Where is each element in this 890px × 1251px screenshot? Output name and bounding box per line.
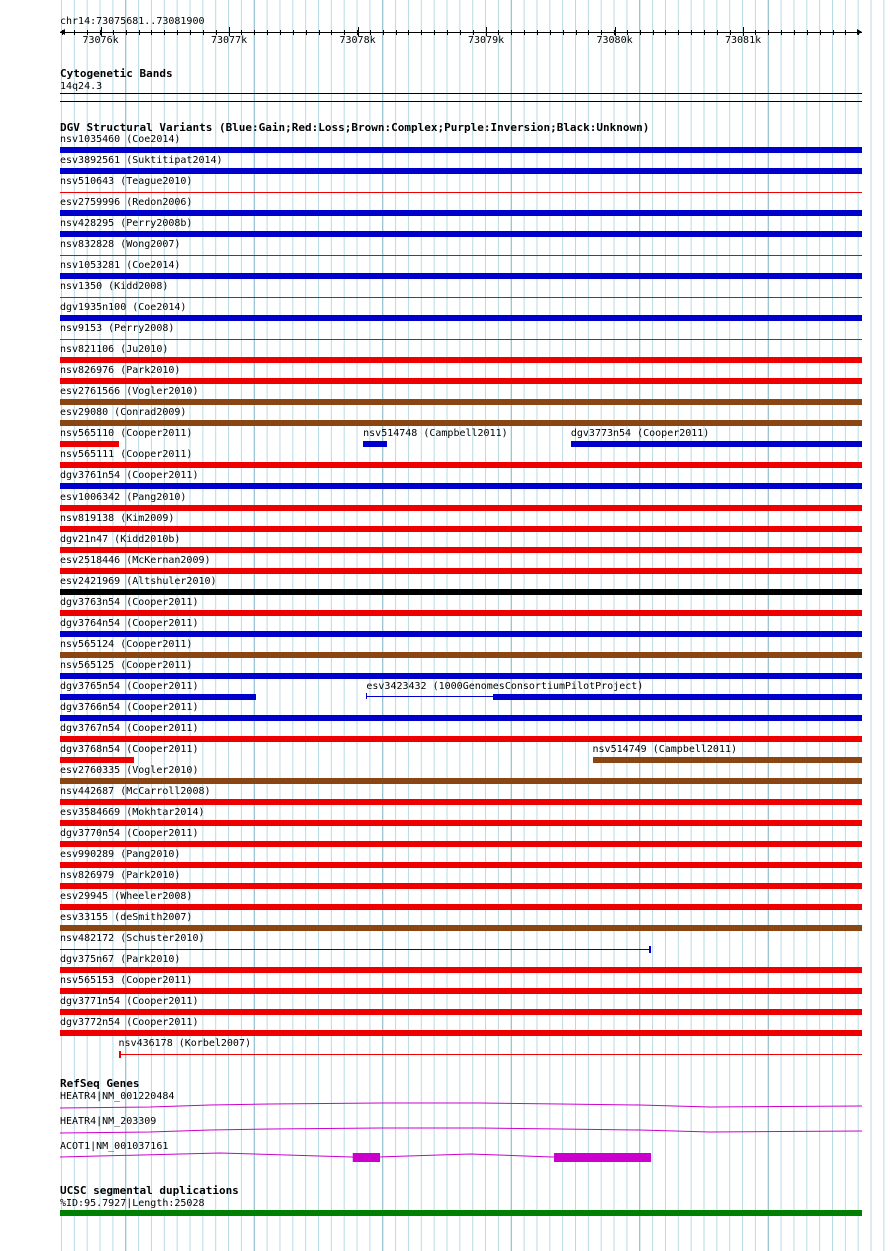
- dgv-variant-label[interactable]: esv33155 (deSmith2007): [60, 912, 193, 924]
- dgv-variant-label[interactable]: dgv3767n54 (Cooper2011): [60, 722, 199, 734]
- cytoband-line: [60, 93, 862, 94]
- dgv-variant-line[interactable]: [60, 192, 862, 193]
- gene-label-heatr4-2[interactable]: HEATR4|NM_203309: [60, 1116, 157, 1127]
- dgv-variant-label[interactable]: esv29945 (Wheeler2008): [60, 891, 193, 903]
- dgv-variant-label[interactable]: esv29080 (Conrad2009): [60, 407, 187, 419]
- dgv-variant-label[interactable]: dgv375n67 (Park2010): [60, 954, 181, 966]
- dgv-variant-label[interactable]: nsv565111 (Cooper2011): [60, 449, 193, 461]
- dgv-variant-bar[interactable]: [60, 694, 256, 700]
- dgv-variant-label[interactable]: dgv3770n54 (Cooper2011): [60, 827, 199, 839]
- dgv-variant-label[interactable]: dgv21n47 (Kidd2010b): [60, 533, 181, 545]
- dgv-variant-label[interactable]: dgv3764n54 (Cooper2011): [60, 617, 199, 629]
- dgv-variant-bar[interactable]: [60, 526, 862, 532]
- dgv-variant-line[interactable]: [60, 339, 862, 340]
- dgv-track-title: DGV Structural Variants (Blue:Gain;Red:Loss;Brown:Complex;Purple:Inversion;Black:Unknown): [60, 121, 650, 134]
- ruler-minor-tick: [588, 30, 589, 35]
- ruler-minor-tick: [576, 30, 577, 35]
- dgv-variant-line[interactable]: [366, 696, 493, 697]
- dgv-variant-bar[interactable]: [60, 715, 862, 721]
- dgv-variant-label[interactable]: nsv826979 (Park2010): [60, 870, 181, 882]
- dgv-variant-bar[interactable]: [60, 210, 862, 216]
- dgv-variant-line[interactable]: [60, 297, 862, 298]
- dgv-variant-bar[interactable]: [60, 483, 862, 489]
- ruler-tick-label: 73079k: [468, 35, 505, 46]
- ruler-minor-tick: [550, 30, 551, 35]
- ruler-range-label: chr14:73075681..73081900: [60, 16, 205, 27]
- dgv-variant-label[interactable]: nsv565153 (Cooper2011): [60, 975, 193, 987]
- dgv-variant-label[interactable]: esv3423432 (1000GenomesConsortiumPilotProject): [366, 680, 644, 692]
- dgv-variant-bar[interactable]: [60, 778, 862, 784]
- ruler-minor-tick: [460, 30, 461, 35]
- dgv-variant-bar[interactable]: [60, 925, 862, 931]
- ruler-minor-tick: [820, 30, 821, 35]
- cytoband-line-lower: [60, 101, 862, 102]
- ruler-minor-tick: [665, 30, 666, 35]
- ruler-minor-tick: [254, 30, 255, 35]
- dgv-variant-label[interactable]: esv2759996 (Redon2006): [60, 197, 193, 209]
- dgv-variant-bar[interactable]: [60, 357, 862, 363]
- ruler-minor-tick: [293, 30, 294, 35]
- ruler-minor-tick: [151, 30, 152, 35]
- dgv-variant-end-cap[interactable]: [649, 946, 651, 953]
- dgv-variant-label[interactable]: esv990289 (Pang2010): [60, 849, 181, 861]
- dgv-variant-label[interactable]: dgv3766n54 (Cooper2011): [60, 701, 199, 713]
- dgv-variant-label[interactable]: dgv3765n54 (Cooper2011): [60, 680, 199, 692]
- dgv-variant-bar[interactable]: [60, 547, 862, 553]
- dgv-variant-label[interactable]: esv3584669 (Mokhtar2014): [60, 806, 205, 818]
- dgv-variant-label[interactable]: nsv565110 (Cooper2011): [60, 428, 193, 440]
- dgv-variant-label[interactable]: esv2518446 (McKernan2009): [60, 554, 211, 566]
- gene-exon-box: [353, 1153, 380, 1162]
- ruler-minor-tick: [177, 30, 178, 35]
- dgv-variant-label[interactable]: dgv3771n54 (Cooper2011): [60, 996, 199, 1008]
- gene-label-acot1[interactable]: ACOT1|NM_001037161: [60, 1141, 169, 1152]
- dgv-variant-bar[interactable]: [60, 505, 862, 511]
- ruler-minor-tick: [267, 30, 268, 35]
- dgv-variant-label[interactable]: nsv1035460 (Coe2014): [60, 134, 181, 145]
- dgv-variant-label[interactable]: esv2760335 (Vogler2010): [60, 764, 199, 776]
- dgv-variant-bar[interactable]: [60, 315, 862, 321]
- gene-intron-line: [60, 1128, 862, 1133]
- ruler-minor-tick: [319, 30, 320, 35]
- dgv-variant-bar[interactable]: [60, 1009, 862, 1015]
- ruler-minor-tick: [833, 30, 834, 35]
- ruler-minor-tick: [331, 30, 332, 35]
- gene-label-heatr4-1[interactable]: HEATR4|NM_001220484: [60, 1091, 175, 1102]
- ruler-minor-tick: [653, 30, 654, 35]
- dgv-variant-label[interactable]: dgv3768n54 (Cooper2011): [60, 743, 199, 755]
- dgv-variant-bar[interactable]: [60, 904, 862, 910]
- ruler-minor-tick: [306, 30, 307, 35]
- ruler-tick-label: 73081k: [725, 35, 762, 46]
- ruler-minor-tick: [563, 30, 564, 35]
- dgv-variant-bar[interactable]: [60, 589, 862, 595]
- dgv-variant-bar[interactable]: [60, 568, 862, 574]
- ruler-minor-tick: [190, 30, 191, 35]
- ruler-tick-label: 73078k: [339, 35, 376, 46]
- dgv-variant-label[interactable]: nsv565124 (Cooper2011): [60, 638, 193, 650]
- ruler-minor-tick: [845, 30, 846, 35]
- ruler-minor-tick: [524, 30, 525, 35]
- ruler: [60, 26, 862, 48]
- dgv-variant-label[interactable]: nsv821106 (Ju2010): [60, 344, 169, 356]
- ruler-minor-tick: [434, 30, 435, 35]
- dgv-variant-bar[interactable]: [60, 610, 862, 616]
- ruler-tick-label: 73076k: [82, 35, 119, 46]
- dgv-variant-label[interactable]: nsv1053281 (Coe2014): [60, 260, 181, 272]
- dgv-variant-label[interactable]: esv2761566 (Vogler2010): [60, 386, 199, 398]
- ruler-minor-tick: [807, 30, 808, 35]
- segdup-label[interactable]: %ID:95.7927|Length:25028: [60, 1198, 205, 1209]
- dgv-variant-bar[interactable]: [60, 399, 862, 405]
- ruler-minor-tick: [203, 30, 204, 35]
- dgv-variant-bar[interactable]: [60, 1030, 862, 1036]
- dgv-variant-label[interactable]: esv1006342 (Pang2010): [60, 491, 187, 503]
- dgv-variant-bar[interactable]: [60, 841, 862, 847]
- dgv-variant-bar[interactable]: [60, 147, 862, 153]
- dgv-variant-label[interactable]: nsv482172 (Schuster2010): [60, 933, 205, 945]
- ruler-minor-tick: [858, 30, 859, 35]
- dgv-variant-bar[interactable]: [60, 988, 862, 994]
- dgv-variant-bar[interactable]: [60, 862, 862, 868]
- dgv-variant-label[interactable]: dgv3773n54 (Cooper2011): [570, 428, 710, 440]
- dgv-variant-label[interactable]: nsv436178 (Korbel2007): [118, 1038, 251, 1050]
- dgv-variant-bar[interactable]: [493, 694, 862, 700]
- dgv-variant-label[interactable]: nsv514748 (Campbell2011): [363, 428, 508, 440]
- ruler-minor-tick: [447, 30, 448, 35]
- dgv-variant-bar[interactable]: [60, 631, 862, 637]
- dgv-variant-label[interactable]: dgv3772n54 (Cooper2011): [60, 1017, 199, 1029]
- dgv-variant-bar[interactable]: [60, 231, 862, 237]
- dgv-variant-bar[interactable]: [60, 673, 862, 679]
- dgv-variant-line[interactable]: [60, 255, 862, 256]
- dgv-variant-bar[interactable]: [60, 378, 862, 384]
- refseq-gene-models[interactable]: [0, 1095, 890, 1175]
- ruler-minor-tick: [678, 30, 679, 35]
- dgv-variant-label[interactable]: dgv1935n100 (Coe2014): [60, 302, 187, 314]
- gene-exon-box: [554, 1153, 651, 1162]
- dgv-variant-bar[interactable]: [60, 736, 862, 742]
- dgv-variant-label[interactable]: dgv3761n54 (Cooper2011): [60, 470, 199, 482]
- refseq-track-title: RefSeq Genes: [60, 1077, 140, 1090]
- ruler-minor-tick: [280, 30, 281, 35]
- dgv-variant-label[interactable]: nsv514749 (Campbell2011): [592, 743, 738, 755]
- dgv-variant-bar[interactable]: [60, 967, 862, 973]
- dgv-variant-line[interactable]: [60, 949, 650, 950]
- dgv-variant-label[interactable]: dgv3763n54 (Cooper2011): [60, 596, 199, 608]
- dgv-variant-bar[interactable]: [60, 168, 862, 174]
- dgv-variant-bar[interactable]: [60, 820, 862, 826]
- ruler-minor-tick: [640, 30, 641, 35]
- dgv-variant-bar[interactable]: [60, 652, 862, 658]
- dgv-variant-bar[interactable]: [60, 441, 119, 447]
- dgv-variant-label[interactable]: esv3892561 (Suktitipat2014): [60, 155, 223, 167]
- dgv-variant-end-cap[interactable]: [366, 693, 367, 699]
- dgv-variant-label[interactable]: nsv826976 (Park2010): [60, 365, 181, 377]
- dgv-variant-label[interactable]: esv2421969 (Altshuler2010): [60, 575, 217, 587]
- ruler-minor-tick: [408, 30, 409, 35]
- dgv-variant-label[interactable]: nsv1350 (Kidd2008): [60, 281, 169, 293]
- dgv-variant-bar[interactable]: [60, 883, 862, 889]
- cytoband-label: 14q24.3: [60, 81, 103, 92]
- dgv-variant-bar[interactable]: [60, 799, 862, 805]
- dgv-variant-bar[interactable]: [60, 420, 862, 426]
- dgv-variant-end-cap[interactable]: [119, 1051, 121, 1058]
- dgv-variant-bar[interactable]: [60, 462, 862, 468]
- ruler-minor-tick: [139, 30, 140, 35]
- ruler-minor-tick: [704, 30, 705, 35]
- dgv-variant-bar[interactable]: [60, 273, 862, 279]
- ruler-minor-tick: [421, 30, 422, 35]
- dgv-variant-bar[interactable]: [571, 441, 862, 447]
- cytoband-track-title: Cytogenetic Bands: [60, 67, 173, 80]
- ruler-tick-label: 73077k: [211, 35, 248, 46]
- ruler-minor-tick: [717, 30, 718, 35]
- dgv-variant-line[interactable]: [119, 1054, 862, 1055]
- segdup-bar[interactable]: [60, 1210, 862, 1216]
- dgv-variant-label[interactable]: nsv565125 (Cooper2011): [60, 659, 193, 671]
- ruler-minor-tick: [396, 30, 397, 35]
- ruler-minor-tick: [126, 30, 127, 35]
- ruler-minor-tick: [537, 30, 538, 35]
- dgv-variant-bar[interactable]: [363, 441, 387, 447]
- dgv-variant-label[interactable]: nsv819138 (Kim2009): [60, 512, 175, 524]
- ruler-minor-tick: [383, 30, 384, 35]
- ruler-minor-tick: [691, 30, 692, 35]
- dgv-variant-label[interactable]: nsv428295 (Perry2008b): [60, 218, 193, 230]
- ruler-minor-tick: [62, 30, 63, 35]
- ruler-minor-tick: [511, 30, 512, 35]
- gene-intron-line: [60, 1103, 862, 1108]
- dgv-variant-bar[interactable]: [593, 757, 862, 763]
- ruler-minor-tick: [164, 30, 165, 35]
- ruler-minor-tick: [781, 30, 782, 35]
- dgv-variant-label[interactable]: nsv832828 (Wong2007): [60, 239, 181, 251]
- ruler-minor-tick: [794, 30, 795, 35]
- dgv-variant-label[interactable]: nsv9153 (Perry2008): [60, 323, 175, 335]
- segdup-track-title: UCSC segmental duplications: [60, 1184, 239, 1197]
- ruler-minor-tick: [74, 30, 75, 35]
- dgv-variant-bar[interactable]: [60, 757, 134, 763]
- dgv-variant-label[interactable]: nsv442687 (McCarroll2008): [60, 785, 211, 797]
- ruler-minor-tick: [768, 30, 769, 35]
- dgv-variant-label[interactable]: nsv510643 (Teague2010): [60, 176, 193, 188]
- ruler-tick-label: 73080k: [596, 35, 633, 46]
